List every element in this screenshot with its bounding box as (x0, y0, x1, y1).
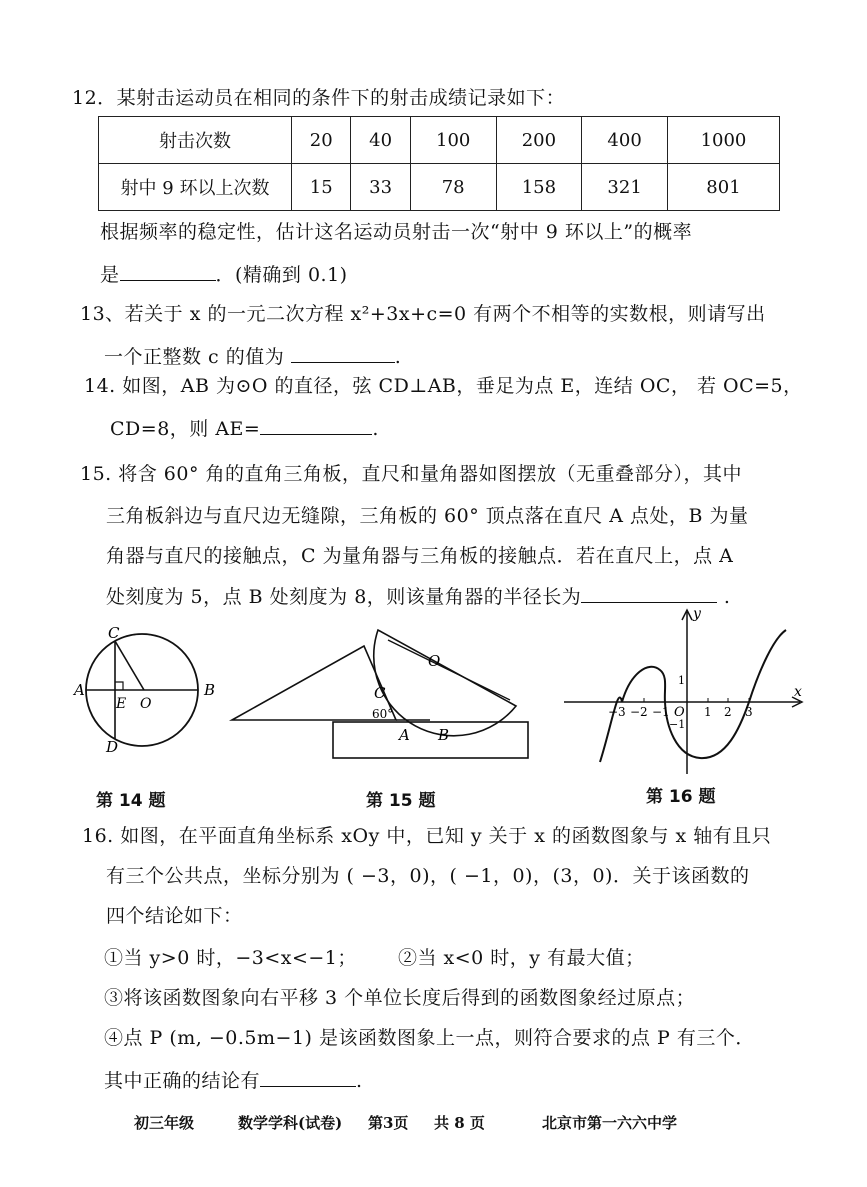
q16-last-line (104, 1068, 363, 1093)
footer-grade: 初三年级 (134, 1114, 195, 1132)
q13-line2-suffix: . (394, 346, 402, 368)
answer-blank[interactable] (581, 584, 717, 603)
point-label-o: O (140, 696, 152, 712)
q16-line3: 四个结论如下： (106, 905, 243, 927)
figure-16-caption: 第 16 题 (646, 787, 716, 807)
shooting-table (98, 116, 780, 211)
answer-blank[interactable] (260, 416, 372, 435)
q16-line1: 16. 如图，在平面直角坐标系 xOy 中，已知 y 关于 x 的函数图象与 x 轴有且只 (82, 825, 772, 847)
q16-line2: 有三个公共点，坐标分别为 ( −3，0)，( −1，0)，(3，0)．关于该函数的 (106, 865, 750, 887)
point-label-c: C (108, 624, 120, 642)
q12-line2-suffix: ．(精确到 0.1) (215, 264, 348, 286)
q13-line1: 13、若关于 x 的一元二次方程 x²+3x+c=0 有两个不相等的实数根，则请写出 (80, 303, 766, 325)
q16-conclusion-2: ②当 x<0 时，y 有最大值； (398, 947, 645, 969)
point-label-o: O (428, 652, 441, 670)
table-row (99, 164, 780, 211)
figure-16-function-graph (560, 604, 812, 784)
table-cell: 78 (410, 164, 496, 211)
point-label-a: A (399, 726, 410, 744)
q16-conclusion-3: ③将该函数图象向右平移 3 个单位长度后得到的函数图象经过原点； (104, 987, 696, 1009)
q15-line1: 15. 将含 60° 角的直角三角板，直尺和量角器如图摆放（无重叠部分），其中 (80, 463, 743, 485)
q16-conclusion-4: ④点 P (m, −0.5m−1) 是该函数图象上一点，则符合要求的点 P 有三个． (104, 1027, 755, 1049)
q14-line2-suffix: . (372, 418, 379, 440)
q15-line4-suffix: . (717, 586, 731, 608)
tick-label-neg3: −3 (608, 705, 626, 719)
table-cell: 200 (496, 117, 582, 164)
figure-15-caption: 第 15 题 (366, 791, 436, 811)
table-cell: 33 (351, 164, 410, 211)
table-cell: 20 (292, 117, 351, 164)
q14-line2-prefix: CD=8，则 AE= (110, 418, 261, 440)
table-row (99, 117, 780, 164)
axis-label-x: x (794, 684, 802, 700)
point-label-b: B (438, 726, 450, 744)
answer-blank[interactable] (291, 344, 395, 363)
q16-conclusion-1: ①当 y>0 时，−3<x<−1； (104, 947, 357, 969)
q13-line2-prefix: 一个正整数 c 的值为 (104, 346, 285, 368)
table-cell: 400 (582, 117, 668, 164)
table-header-cell: 射中 9 环以上次数 (99, 164, 292, 211)
footer-page: 第3页 (368, 1114, 409, 1132)
point-label-d: D (106, 738, 119, 756)
answer-blank[interactable] (120, 262, 216, 281)
q12-line2-prefix: 是 (100, 264, 120, 286)
table-cell: 40 (351, 117, 410, 164)
tick-label-neg2: −2 (630, 705, 648, 719)
tick-label-neg1: −1 (652, 705, 670, 719)
point-label-c: C (374, 684, 386, 702)
footer-total: 共 8 页 (434, 1114, 485, 1132)
q12-line1: 根据频率的稳定性，估计这名运动员射击一次“射中 9 环以上”的概率 (100, 221, 693, 243)
table-cell: 158 (496, 164, 582, 211)
table-cell: 100 (410, 117, 496, 164)
origin-label: O (674, 705, 685, 720)
angle-label-60: 60° (372, 707, 394, 721)
q14-line2 (110, 416, 379, 441)
point-label-a: A (74, 681, 85, 699)
q15-line4-prefix: 处刻度为 5，点 B 处刻度为 8，则该量角器的半径长为 (106, 586, 582, 608)
footer-subject: 数学学科(试卷) (238, 1114, 343, 1132)
figure-14-circle-diagram (70, 620, 240, 760)
table-cell: 321 (582, 164, 668, 211)
point-label-b: B (204, 681, 216, 699)
axis-label-y: y (693, 606, 701, 622)
q15-line2: 三角板斜边与直尺边无缝隙，三角板的 60° 顶点落在直尺 A 点处，B 为量 (106, 505, 749, 527)
q12-line2 (100, 262, 348, 287)
tick-label-y-neg1: −1 (669, 718, 686, 731)
answer-blank[interactable] (260, 1068, 356, 1087)
tick-label-1: 1 (704, 705, 712, 719)
point-label-e: E (116, 696, 127, 712)
tick-label-2: 2 (724, 705, 732, 719)
q15-line3: 角器与直尺的接触点，C 为量角器与三角板的接触点．若在直尺上，点 A (106, 545, 734, 567)
figure-15-triangle-ruler-protractor (228, 610, 538, 768)
table-cell: 1000 (667, 117, 779, 164)
tick-label-y1: 1 (678, 674, 685, 687)
table-header-cell: 射击次数 (99, 117, 292, 164)
table-cell: 801 (667, 164, 779, 211)
table-cell: 15 (292, 164, 351, 211)
q14-line1: 14. 如图，AB 为⊙O 的直径，弦 CD⊥AB，垂足为点 E，连结 OC， 若 OC=5， (84, 375, 803, 397)
q13-line2 (104, 344, 401, 369)
footer-school: 北京市第一六六中学 (542, 1114, 678, 1132)
q12-stem: 12．某射击运动员在相同的条件下的射击成绩记录如下： (72, 87, 566, 109)
q16-last-suffix: . (356, 1070, 363, 1092)
figure-14-caption: 第 14 题 (96, 791, 166, 811)
tick-label-3: 3 (745, 705, 753, 719)
q16-last-prefix: 其中正确的结论有 (104, 1070, 261, 1092)
